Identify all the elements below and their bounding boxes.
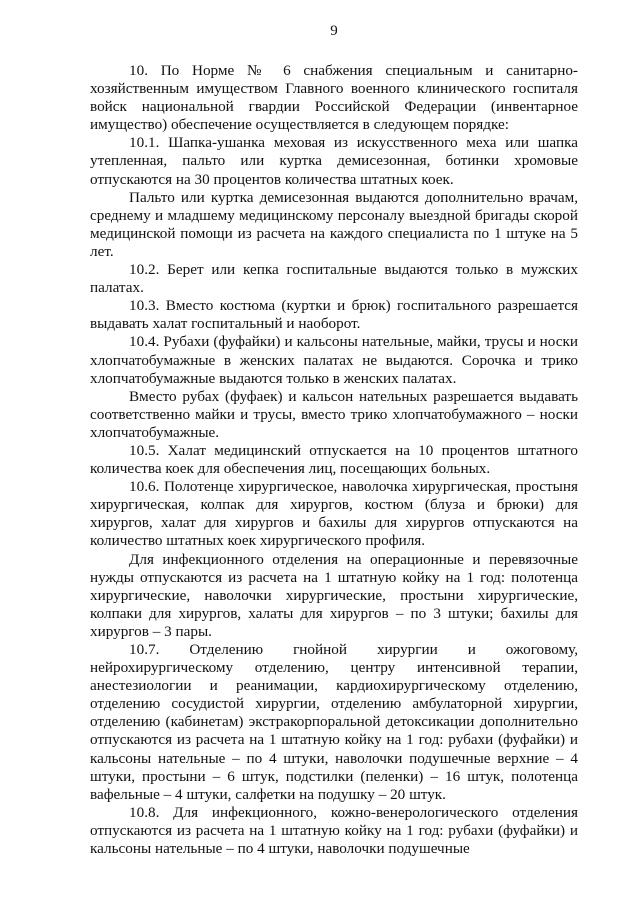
paragraph-10-6: 10.6. Полотенце хирургическое, наволочка хирургическая, простыня хирургическая, колпак для хирургов, костюм (блуза и брюки) для хирургов, халат для хирургов и бахилы для хирургов отпускаются на количество штатных коек хирургического профиля.	[90, 478, 578, 550]
page-number: 9	[330, 23, 338, 39]
paragraph-infectious-department: Для инфекционного отделения на операционные и перевязочные нужды отпускаются из расчета на 1 штатную койку на 1 год: полотенца хирургические, наволочки хирургические, простыни хирургические, колпаки для хирургов, халаты для хирургов – по 3 штуки; бахилы для хирургов – 3 пары.	[90, 550, 578, 640]
paragraph-10-8: 10.8. Для инфекционного, кожно-венерологического отделения отпускаются из расчета на 1 штатную койку на 1 год: рубахи (фуфайки) и кальсоны нательные – по 4 штуки, наволочки подушечные	[90, 803, 578, 858]
paragraph-10-3: 10.3. Вместо костюма (куртки и брюк) госпитального разрешается выдавать халат госпитальный и наоборот.	[90, 297, 578, 333]
paragraph-norm-6-intro: 10. По Норме № 6 снабжения специальным и санитарно-хозяйственным имуществом Главного военного клинического госпиталя войск национальной гвардии Российской Федерации (инвентарное имущество) обеспечение осуществляется в следующем порядке:	[90, 62, 578, 134]
paragraph-10-7: 10.7. Отделению гнойной хирургии и ожоговому, нейрохирургическому отделению, центру интенсивной терапии, анестезиологии и реанимации, кардиохирургическому отделению, отделению сосудистой хирургии, отделению амбулаторной хирургии, отделению (кабинетам) экстракорпоральной детоксикации дополнительно отпускаются из расчета на 1 штатную койку на 1 год: рубахи (фуфайки) и кальсоны нательные – по 4 штуки, наволочки подушечные верхние – 4 штуки, простыни – 6 штук, подстилки (пеленки) – 16 штук, полотенца вафельные – 4 штуки, салфетки на подушку – 20 штук.	[90, 641, 578, 803]
paragraph-10-4: 10.4. Рубахи (фуфайки) и кальсоны нательные, майки, трусы и носки хлопчатобумажные в женских палатах не выдаются. Сорочка и трико хлопчатобумажные выдаются только в женских палатах.	[90, 333, 578, 387]
document-body	[90, 62, 578, 858]
paragraph-10-1: 10.1. Шапка-ушанка меховая из искусственного меха или шапка утепленная, пальто или куртка демисезонная, ботинки хромовые отпускаются на 30 процентов количества штатных коек.	[90, 134, 578, 188]
paragraph-substitution: Вместо рубах (фуфаек) и кальсон нательных разрешается выдавать соответственно майки и трусы, вместо трико хлопчатобумажного – носки хлопчатобумажные.	[90, 387, 578, 441]
paragraph-coats-additional: Пальто или куртка демисезонная выдаются дополнительно врачам, среднему и младшему медицинскому персоналу выездной бригады скорой медицинской помощи из расчета на каждого специалиста по 1 штуке на 5 лет.	[90, 188, 578, 260]
paragraph-10-2: 10.2. Берет или кепка госпитальные выдаются только в мужских палатах.	[90, 261, 578, 297]
paragraph-10-5: 10.5. Халат медицинский отпускается на 10 процентов штатного количества коек для обеспечения лиц, посещающих больных.	[90, 441, 578, 478]
